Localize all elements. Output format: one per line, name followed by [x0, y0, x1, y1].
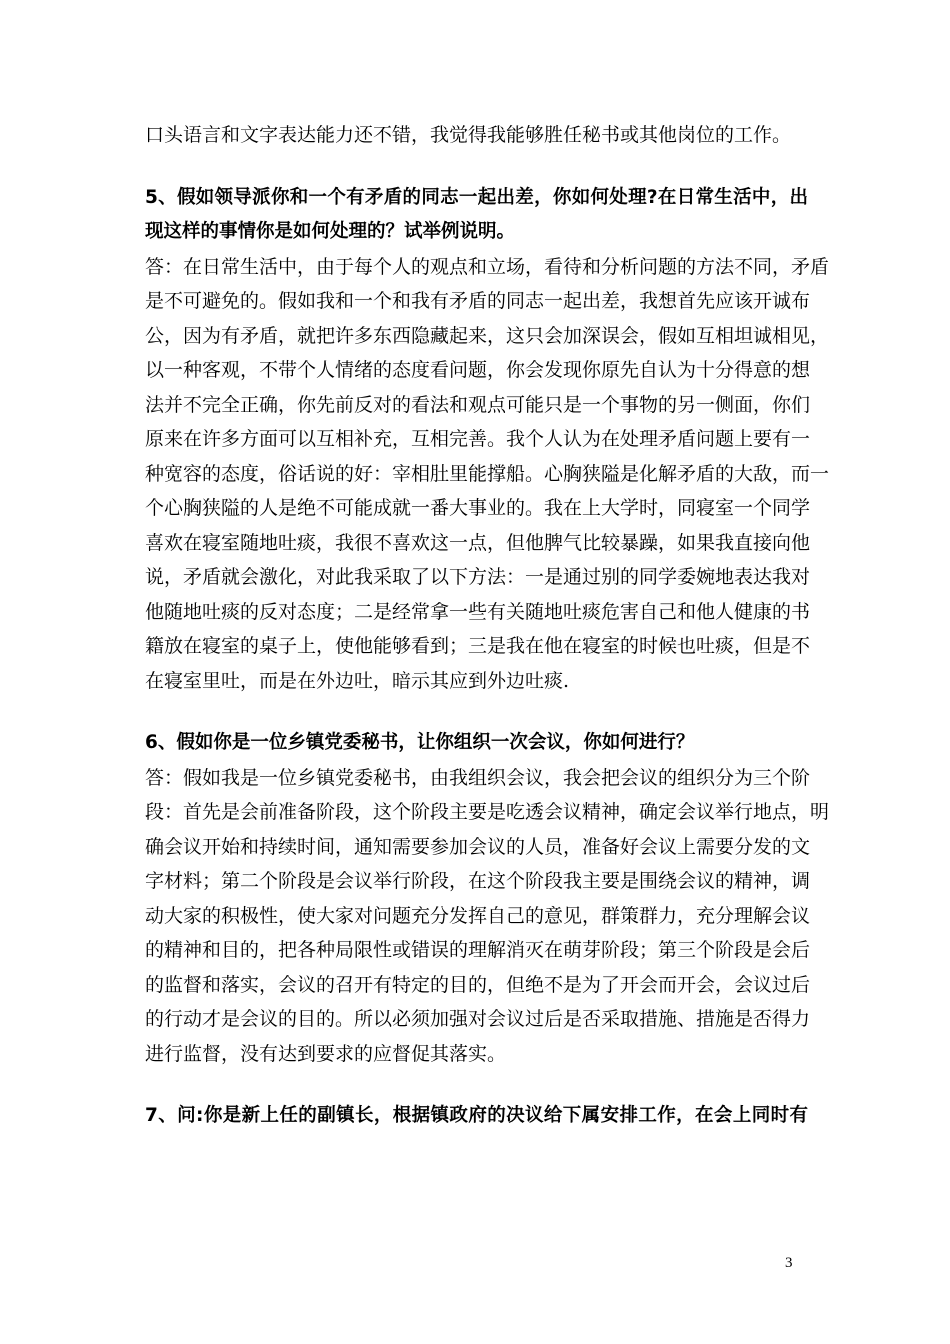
question-7-title-line: 7、问:你是新上任的副镇长，根据镇政府的决议给下属安排工作，在会上同时有 [145, 1105, 808, 1126]
answer-line: 是不可避免的。假如我和一个和我有矛盾的同志一起出差，我想首先应该开诚布 [145, 290, 811, 312]
answer-line: 在寝室里吐，而是在外边吐，暗示其应到外边吐痰. [145, 669, 570, 692]
answer-line: 进行监督，没有达到要求的应督促其落实。 [145, 1042, 507, 1065]
answer-line: 法并不完全正确，你先前反对的看法和观点可能只是一个事物的另一侧面，你们 [145, 393, 811, 416]
paragraph-gap [145, 698, 808, 726]
paragraph-gap [145, 153, 808, 181]
question-6-title-line: 6、假如你是一位乡镇党委秘书，让你组织一次会议，你如何进行？ [145, 732, 695, 753]
question-5-answer [145, 250, 830, 699]
answer-line: 答：假如我是一位乡镇党委秘书，由我组织会议，我会把会议的组织分为三个阶 [145, 766, 811, 789]
answer-line: 种宽容的态度，俗话说的好：宰相肚里能撑船。心胸狭隘是化解矛盾的大敌，而一 [145, 462, 830, 485]
question-6-answer [145, 761, 830, 1072]
answer-line: 他随地吐痰的反对态度；二是经常拿一些有关随地吐痰危害自己和他人健康的书 [145, 600, 811, 623]
answer-line: 公，因为有矛盾，就把许多东西隐藏起来，这只会加深误会，假如互相坦诚相见， [145, 324, 830, 347]
question-5-title-line: 5、假如领导派你和一个有矛盾的同志一起出差，你如何处理?在日常生活中，出 [145, 186, 808, 208]
paragraph-gap [145, 1071, 808, 1099]
question-6 [145, 726, 830, 1071]
question-7 [145, 1099, 808, 1134]
answer-line: 说，矛盾就会激化，对此我采取了以下方法：一是通过别的同学委婉地表达我对 [145, 566, 811, 588]
document-body [145, 118, 830, 1134]
question-5 [145, 181, 830, 699]
answer-line: 字材料；第二个阶段是会议举行阶段，在这个阶段我主要是围绕会议的精神，调 [145, 870, 811, 892]
intro-line: 口头语言和文字表达能力还不错，我觉得我能够胜任秘书或其他岗位的工作。 [145, 124, 792, 146]
answer-line: 的行动才是会议的目的。所以必须加强对会议过后是否采取措施、措施是否得力 [145, 1008, 811, 1030]
answer-line: 以一种客观，不带个人情绪的态度看问题，你会发现你原先自认为十分得意的想 [145, 359, 811, 381]
answer-line: 原来在许多方面可以互相补充，互相完善。我个人认为在处理矛盾问题上要有一 [145, 428, 811, 450]
answer-line: 答：在日常生活中，由于每个人的观点和立场，看待和分析问题的方法不同，矛盾 [145, 255, 830, 278]
answer-line: 籍放在寝室的桌子上，使他能够看到；三是我在他在寝室的时候也吐痰，但是不 [145, 635, 811, 657]
answer-line: 喜欢在寝室随地吐痰，我很不喜欢这一点，但他脾气比较暴躁，如果我直接向他 [145, 531, 811, 554]
answer-line: 段：首先是会前准备阶段，这个阶段主要是吃透会议精神，确定会议举行地点，明 [145, 801, 830, 823]
question-5-title-line: 现这样的事情你是如何处理的？试举例说明。 [145, 221, 516, 242]
answer-line: 的监督和落实，会议的召开有特定的目的，但绝不是为了开会而开会，会议过后 [145, 973, 811, 996]
answer-line: 个心胸狭隘的人是绝不可能成就一番大事业的。我在上大学时，同寝室一个同学 [145, 497, 811, 519]
answer-line: 确会议开始和持续时间，通知需要参加会议的人员，准备好会议上需要分发的文 [145, 835, 811, 858]
answer-line: 的精神和目的，把各种局限性或错误的理解消灭在萌芽阶段；第三个阶段是会后 [145, 939, 811, 961]
page-number: 3 [785, 1255, 793, 1271]
answer-line: 动大家的积极性，使大家对问题充分发挥自己的意见，群策群力，充分理解会议 [145, 904, 811, 927]
